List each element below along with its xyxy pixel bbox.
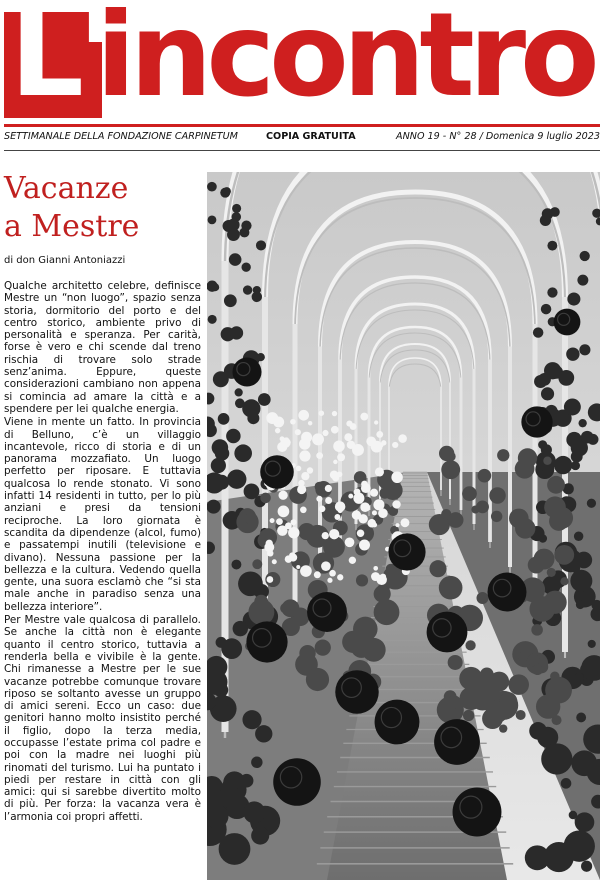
white-rose — [373, 566, 378, 571]
leaf — [581, 431, 594, 444]
white-rose — [400, 518, 409, 527]
leaf — [544, 496, 566, 518]
white-rose — [300, 565, 312, 577]
leaf — [550, 672, 559, 681]
leaf — [235, 388, 243, 396]
white-rose — [308, 421, 312, 425]
white-rose — [398, 434, 407, 443]
leaf — [543, 457, 551, 465]
white-rose — [333, 460, 338, 465]
newspaper-title — [4, 0, 594, 123]
leaf — [231, 560, 241, 570]
leaf — [587, 499, 596, 508]
leaf — [213, 371, 229, 387]
leaf — [429, 560, 446, 577]
subbar-rule — [4, 150, 600, 151]
article-title — [4, 170, 202, 246]
leaf — [532, 664, 543, 675]
white-rose — [272, 559, 277, 564]
leaf — [518, 448, 537, 467]
white-rose — [319, 505, 326, 512]
white-rose — [300, 507, 307, 514]
leaf — [547, 241, 557, 251]
white-rose — [285, 522, 292, 529]
leaf — [554, 545, 574, 565]
white-rose — [391, 472, 402, 483]
leaf — [257, 353, 265, 361]
dark-rose — [427, 612, 468, 653]
leaf — [207, 182, 217, 192]
leaf — [244, 483, 260, 499]
masthead-subtitle: SETTIMANALE DELLA FONDAZIONE CARPINETUM — [4, 131, 238, 142]
post — [440, 387, 442, 490]
leaf — [541, 304, 551, 314]
white-rose — [332, 411, 337, 416]
leaf — [575, 673, 583, 681]
leaf — [439, 576, 463, 600]
leaf — [462, 486, 477, 501]
leaf — [575, 812, 595, 832]
paragraph-2: Viene in mente un fatto. In provincia di Belluno, c’è un villaggio incantevole, ricco di storia e di un panorama mozzafiato. Un luogo perfetto per riposare. E tuttavia qualcosa lo rende stonato. Vi sono infatti 14 residenti in tutto, per lo più anziani e presi da tensioni reciproche. La loro giornata è scandita da dipendenze (alcol, fumo) e passatempi inutili (televisione e divano). Nessuna passione per la bellezza e la cultura. Vedendo quella gente, una suora esclamò che “si sta male anche in paradiso senza una bellezza interiore”. — [4, 416, 201, 613]
dark-rose — [453, 788, 502, 837]
leaf — [577, 275, 588, 286]
white-rose — [348, 494, 353, 499]
dark-rose — [434, 719, 480, 765]
white-rose — [298, 410, 309, 421]
dark-rose — [521, 406, 552, 437]
leaf — [230, 326, 243, 339]
white-rose — [275, 428, 280, 433]
white-rose — [371, 441, 383, 453]
white-rose — [316, 452, 323, 459]
leaf — [564, 399, 581, 416]
dark-rose — [273, 758, 321, 806]
leaf — [223, 187, 231, 195]
leaf — [445, 451, 455, 461]
leaf — [489, 487, 505, 503]
leaf — [448, 512, 464, 528]
leaf — [242, 399, 260, 417]
leaf — [497, 449, 509, 461]
leaf — [475, 675, 493, 693]
white-rose — [312, 433, 324, 445]
leaf — [531, 624, 543, 636]
white-rose — [322, 430, 328, 436]
leaf — [251, 757, 262, 768]
white-rose — [278, 506, 290, 518]
article-body — [4, 280, 201, 880]
leaf — [221, 787, 243, 809]
white-rose — [354, 489, 361, 496]
leaf — [207, 281, 218, 292]
white-rose — [296, 565, 300, 569]
white-rose — [298, 480, 304, 486]
leaf — [540, 215, 551, 226]
leaf — [529, 596, 555, 622]
leaf — [574, 532, 583, 541]
leaf — [255, 725, 272, 742]
white-rose — [297, 485, 306, 494]
leaf — [315, 482, 325, 492]
leaf — [441, 460, 460, 479]
white-rose — [374, 420, 378, 424]
leaf — [571, 750, 597, 776]
leaf — [547, 476, 565, 494]
white-rose — [350, 423, 357, 430]
white-rose — [325, 497, 332, 504]
leaf — [566, 432, 582, 448]
white-rose — [267, 550, 273, 556]
leaf — [465, 640, 475, 650]
leaf — [242, 710, 261, 729]
leaf — [224, 294, 237, 307]
leaf — [207, 500, 221, 514]
white-rose — [296, 466, 302, 472]
white-rose — [307, 467, 313, 473]
white-rose — [332, 475, 339, 482]
leaf — [550, 207, 560, 217]
leaf — [580, 251, 590, 261]
leaf — [509, 509, 529, 529]
leaf — [245, 513, 257, 525]
leaf — [508, 674, 529, 695]
white-rose — [372, 523, 377, 528]
leaf — [560, 577, 568, 585]
white-rose — [395, 523, 399, 527]
leaf — [547, 287, 557, 297]
leaf — [463, 710, 474, 721]
white-rose — [372, 510, 377, 515]
white-rose — [331, 426, 339, 434]
white-rose — [376, 575, 386, 585]
leaf — [227, 219, 239, 231]
leaf — [499, 692, 517, 710]
leaf — [516, 710, 526, 720]
leaf — [233, 621, 248, 636]
white-rose — [375, 467, 384, 476]
white-rose — [329, 570, 336, 577]
leaf — [536, 694, 560, 718]
white-rose — [314, 571, 321, 578]
white-rose — [349, 557, 356, 564]
white-rose — [322, 532, 329, 539]
leaf — [208, 315, 217, 324]
leaf — [576, 600, 585, 609]
leaf — [216, 441, 224, 449]
leaf — [374, 599, 400, 625]
dark-rose — [307, 592, 347, 632]
post — [449, 383, 451, 500]
leaf — [232, 204, 241, 213]
leaf — [234, 444, 252, 462]
white-rose — [358, 514, 367, 523]
white-rose — [329, 529, 339, 539]
leaf — [567, 292, 580, 305]
leaf — [541, 387, 554, 400]
leaf — [477, 592, 489, 604]
leaf — [252, 559, 262, 569]
masthead-logo — [4, 0, 600, 123]
leaf — [251, 827, 269, 845]
leaf — [315, 640, 331, 656]
leaf — [561, 778, 572, 789]
leaf — [342, 631, 364, 653]
dark-rose — [260, 455, 294, 489]
leaf — [356, 574, 368, 586]
leaf — [541, 743, 572, 774]
leaf — [448, 696, 461, 709]
white-rose — [337, 574, 343, 580]
leaf — [547, 568, 556, 577]
dark-rose — [388, 533, 425, 570]
leaf — [221, 638, 242, 659]
white-rose — [338, 508, 343, 513]
leaf — [541, 444, 552, 455]
leaf — [538, 373, 551, 386]
white-rose — [327, 578, 332, 583]
white-rose — [325, 485, 332, 492]
white-rose — [316, 496, 322, 502]
leaf — [581, 861, 592, 872]
rose-garden-photo — [207, 172, 600, 880]
leaf — [280, 603, 291, 614]
leaf — [241, 263, 250, 272]
paragraph-3: Per Mestre vale qualcosa di parallelo. Se anche la città non è elegante quanto il centro storico, tuttavia a renderla bella e vivibile è la gente. Chi rimanesse a Mestre per le sue vacanze potrebbe comunque trovare riposo se soltanto avesse un gruppo di amici sereni. Ecco un caso: due genitori hanno molto insistito perché il figlio, dopo la terza media, occupasse l’estate prima col padre e poi con la madre nei luoghi più rinomati del turismo. Lui ha puntato i piedi per restare in città con gli amici: qui si sarebbe divertito molto di più. Per forza: la vacanza vera è l’armonia coi propri affetti. — [4, 614, 201, 823]
title-first: L' — [10, 0, 108, 123]
leaf — [218, 413, 230, 425]
dark-rose — [375, 700, 420, 745]
leaf — [299, 645, 315, 661]
post — [473, 369, 476, 524]
masthead-subbar — [4, 130, 600, 144]
leaf — [238, 571, 263, 596]
white-rose — [392, 442, 398, 448]
leaf — [208, 215, 217, 224]
leaf — [239, 227, 249, 237]
white-rose — [360, 502, 370, 512]
leaf — [226, 429, 241, 444]
post — [488, 360, 492, 543]
white-rose — [321, 561, 331, 571]
copy-label: COPIA GRATUITA — [266, 131, 356, 142]
leaf — [528, 557, 545, 574]
paragraph-1: Qualche architetto celebre, definisce Mestre un “non luogo”, spazio senza storia, dormitorio del porto e del centro storico, ambiente privo di personalità e speranza. Per carità, forse è vero e chi scende dal treno rischia di trovare solo strade senz’anima. Eppure, queste considerazioni cambiano non appena si comincia ad amare la città e a spendere per lei qualche energia. — [4, 280, 201, 415]
leaf — [588, 640, 596, 648]
white-rose — [344, 433, 352, 441]
photo-illustration — [207, 172, 600, 880]
white-rose — [267, 576, 274, 583]
title-line-1: Vacanze — [4, 171, 129, 206]
leaf — [228, 474, 240, 486]
leaf — [570, 570, 592, 592]
leaf — [471, 505, 479, 513]
issue-info: ANNO 19 - N° 28 / Domenica 9 luglio 2023 — [396, 131, 600, 142]
white-rose — [359, 539, 370, 550]
leaf — [260, 493, 271, 504]
dark-rose — [488, 573, 527, 612]
post — [460, 378, 463, 510]
leaf — [448, 655, 463, 670]
white-rose — [361, 481, 368, 488]
white-rose — [290, 419, 296, 425]
leaf — [525, 845, 550, 870]
white-rose — [270, 518, 275, 523]
leaf — [229, 253, 242, 266]
white-rose — [373, 499, 384, 510]
leaf — [554, 456, 572, 474]
white-rose — [319, 410, 325, 416]
white-rose — [284, 437, 289, 442]
leaf — [539, 534, 547, 542]
title-line-2: a Mestre — [4, 209, 140, 244]
dark-rose — [335, 670, 379, 714]
white-rose — [334, 514, 340, 520]
white-rose — [347, 441, 355, 449]
white-rose — [370, 489, 378, 497]
dark-rose — [232, 357, 261, 386]
white-rose — [360, 413, 368, 421]
white-rose — [276, 518, 283, 525]
leaf — [256, 240, 266, 250]
leaf — [482, 708, 503, 729]
white-rose — [299, 450, 310, 461]
leaf — [306, 668, 329, 691]
leaf — [569, 811, 577, 819]
white-rose — [337, 453, 345, 461]
leaf — [491, 511, 502, 522]
white-rose — [295, 429, 301, 435]
leaf — [243, 285, 252, 294]
masthead-rule — [4, 124, 600, 127]
leaf — [566, 347, 579, 360]
leaf — [258, 393, 271, 406]
leaf — [578, 419, 586, 427]
white-rose — [285, 555, 292, 562]
leaf — [252, 292, 262, 302]
leaf — [499, 724, 507, 732]
leaf — [533, 327, 543, 337]
white-rose — [357, 529, 364, 536]
white-rose — [392, 500, 400, 508]
leaf — [564, 830, 595, 861]
leaf — [478, 469, 492, 483]
white-rose — [301, 432, 312, 443]
leaf — [248, 599, 274, 625]
dark-rose — [246, 621, 287, 662]
leaf — [579, 344, 590, 355]
white-rose — [346, 540, 352, 546]
byline: di don Gianni Antoniazzi — [4, 255, 126, 266]
white-rose — [301, 472, 309, 480]
leaf — [518, 651, 528, 661]
leaf — [576, 713, 586, 723]
leaf — [243, 801, 265, 823]
title-rest: incontro — [96, 0, 594, 123]
leaf — [219, 833, 251, 865]
white-rose — [376, 431, 383, 438]
white-rose — [278, 491, 287, 500]
white-rose — [273, 416, 284, 427]
white-rose — [333, 440, 344, 451]
